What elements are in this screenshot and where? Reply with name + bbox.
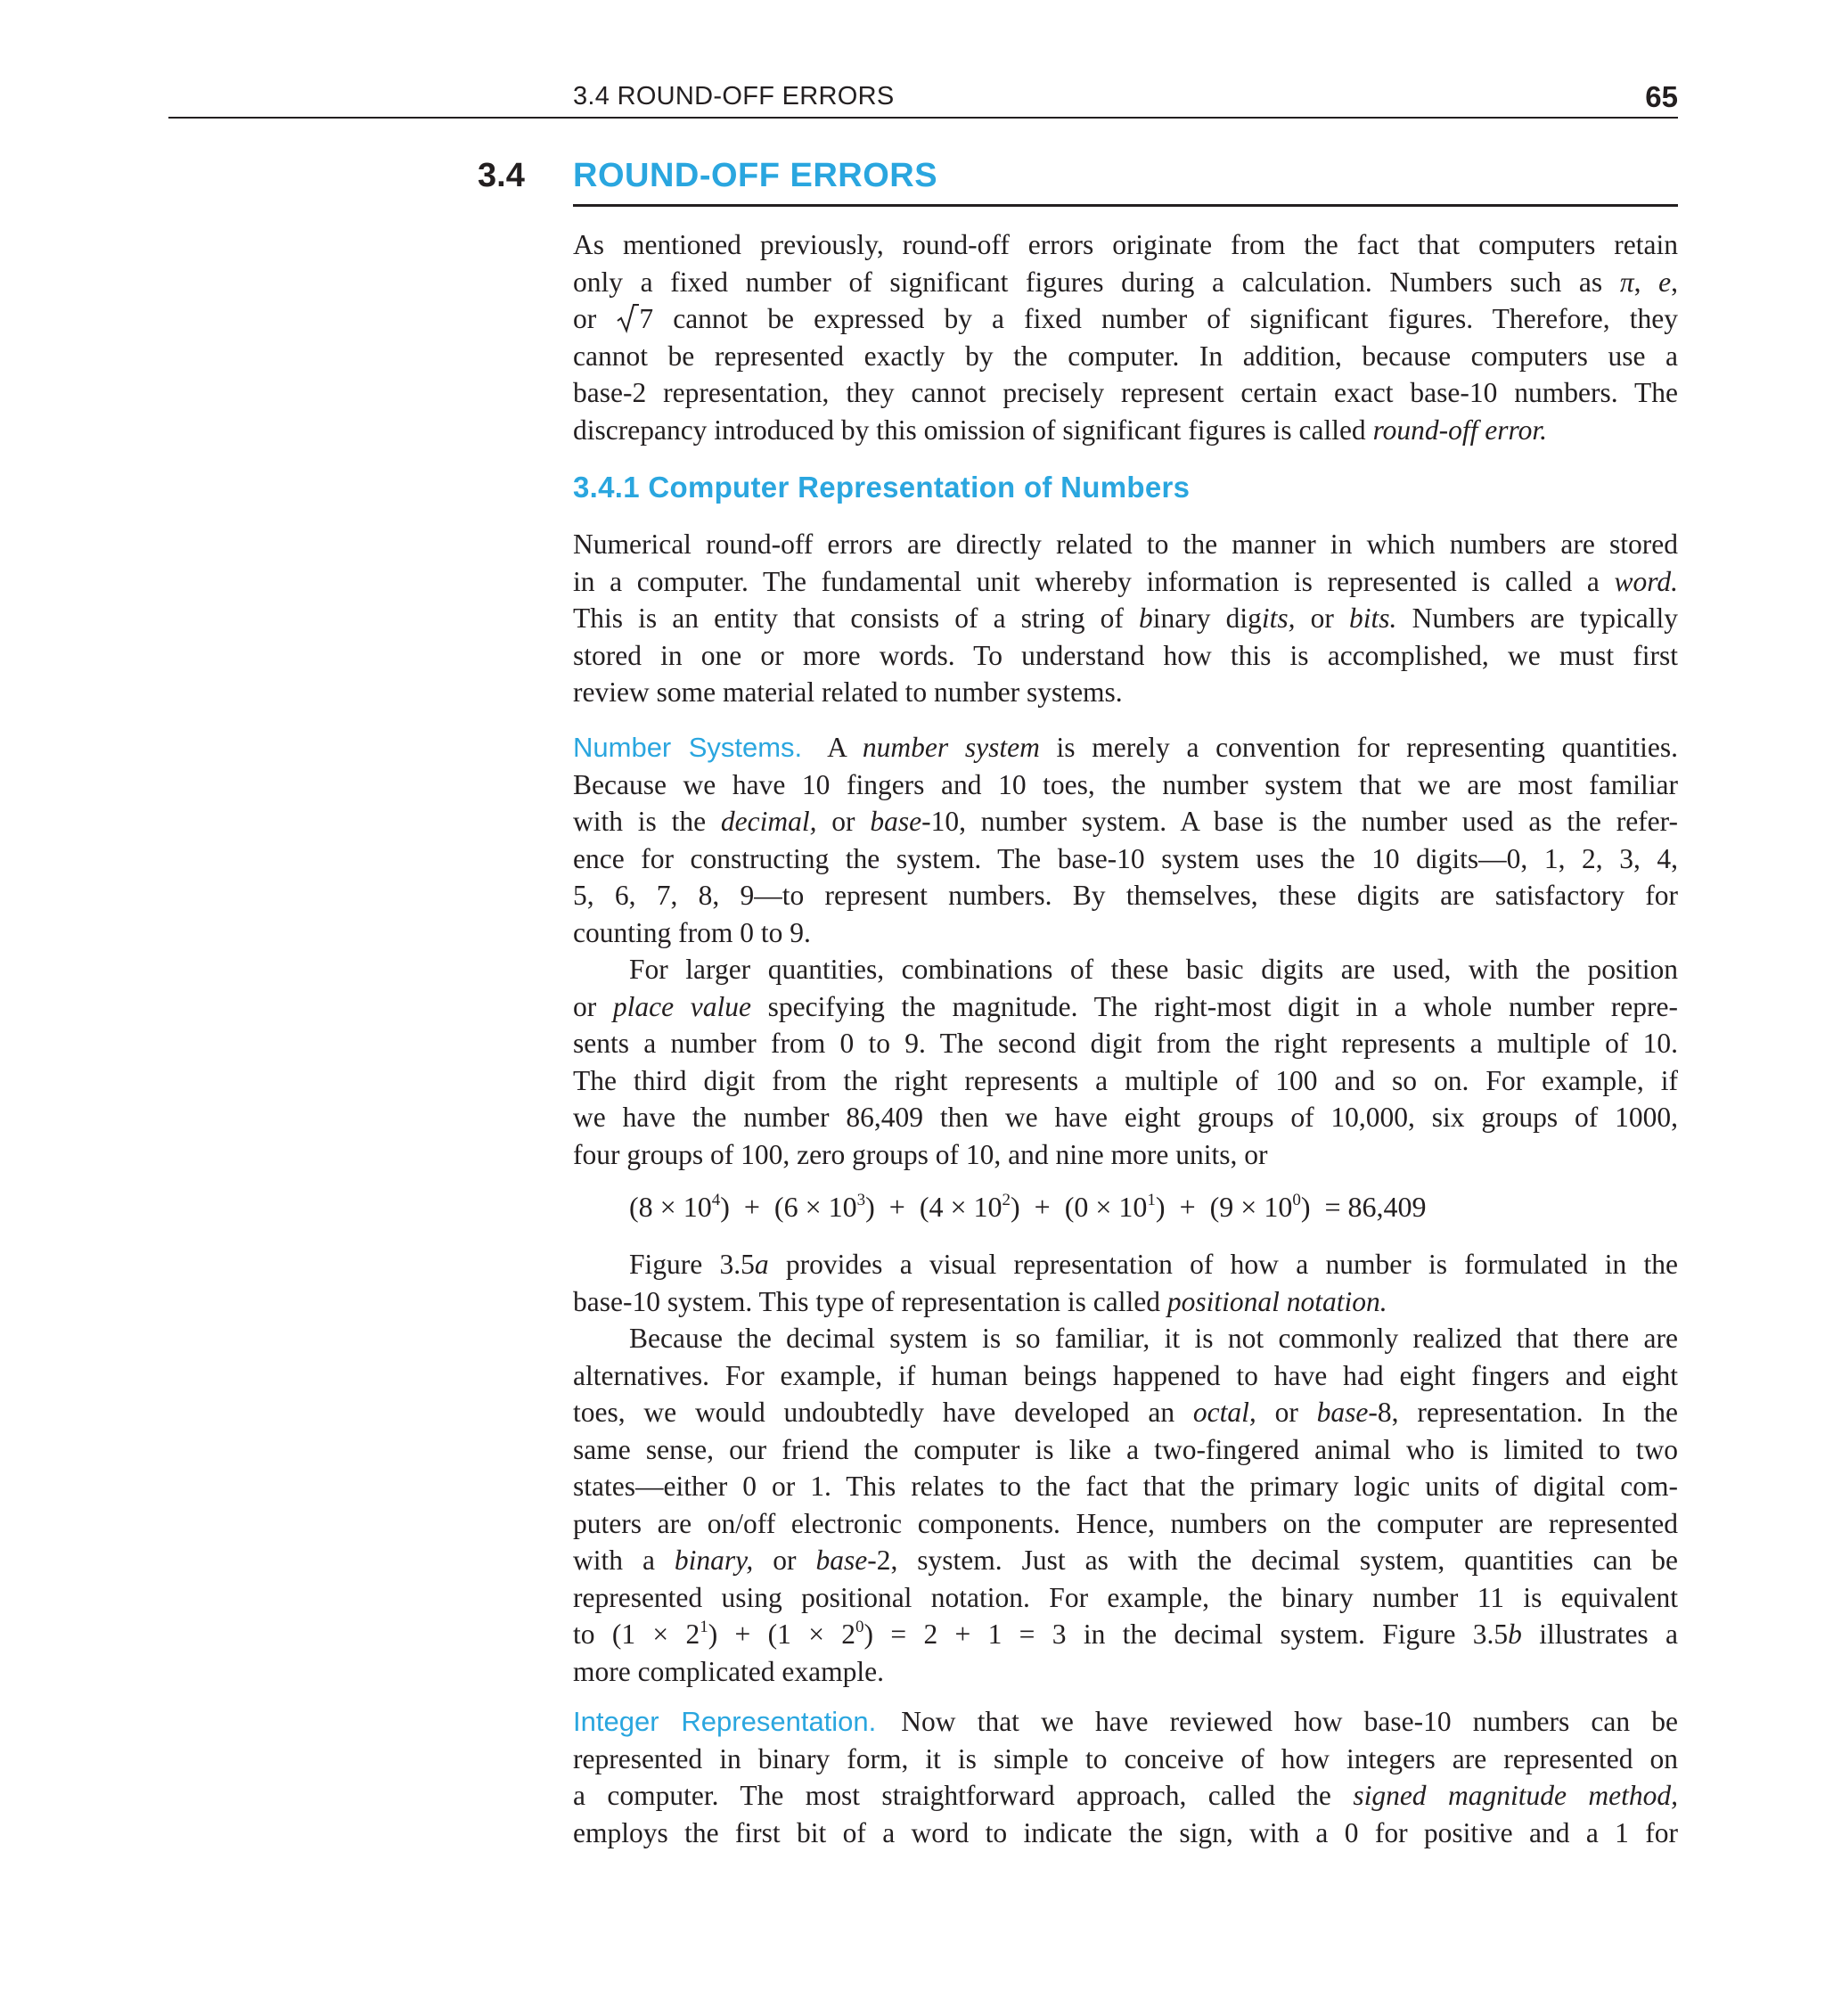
subsection-title: 3.4.1 Computer Representation of Numbers bbox=[573, 471, 1191, 504]
text-line: represented in binary form, it is simple to conceive of how integers are represented on bbox=[573, 1742, 1678, 1774]
text-line: Figure 3.5a provides a visual representation of how a number is formulated in the bbox=[629, 1249, 1678, 1280]
text-line: cannot be represented exactly by the computer. In addition, because computers use a bbox=[573, 340, 1678, 372]
text-line: or place value specifying the magnitude. The right-most digit in a whole number repre- bbox=[573, 990, 1679, 1022]
paragraph-positional-notation bbox=[573, 1246, 1678, 1320]
paragraph-number-systems bbox=[573, 729, 1678, 951]
equation-place-value: $(8 \times 10^4) + (6 \times 10^3) + (4 \times 10^2) + (0 \times 10^1) + (9 \times 10^0) = 86,409$ bbox=[629, 1191, 1427, 1223]
text-line: For larger quantities, combinations of these basic digits are used, with the position bbox=[629, 954, 1678, 985]
text-line: states—either 0 or 1. This relates to the fact that the primary logic units of digital com- bbox=[573, 1471, 1678, 1502]
text-line: to $(1 \times 2^1) + (1 \times 2^0) = 2 + 1 = 3$ in the decimal system. Figure 3.5b illustrates a bbox=[573, 1618, 1678, 1650]
text-line: a computer. The most straightforward approach, called the signed magnitude method, bbox=[573, 1780, 1678, 1811]
equation-term: $(6 \times 10^3)$ bbox=[773, 1191, 875, 1223]
section-title: ROUND-OFF ERRORS bbox=[573, 157, 938, 194]
equation-result: 86,409 bbox=[1347, 1191, 1427, 1223]
text-line: This is an entity that consists of a string of binary digits, or bits. Numbers are typically bbox=[573, 602, 1678, 634]
text-line: we have the number 86,409 then we have eight groups of 10,000, six groups of 1000, bbox=[573, 1102, 1678, 1133]
text-line: sents a number from 0 to 9. The second digit from the right represents a multiple of 10. bbox=[573, 1028, 1678, 1059]
text-line: ence for constructing the system. The base-10 system uses the 10 digits—0, 1, 2, 3, 4, bbox=[573, 842, 1678, 874]
text-line: The third digit from the right represents a multiple of 100 and so on. For example, if bbox=[573, 1064, 1678, 1096]
text-line: 5, 6, 7, 8, 9—to represent numbers. By themselves, these digits are satisfactory for bbox=[573, 880, 1678, 911]
text-line: in a computer. The fundamental unit whereby information is represented is called a word. bbox=[573, 565, 1678, 597]
paragraph-place-value bbox=[573, 951, 1678, 1173]
text-line: with a binary, or base-2, system. Just as with the decimal system, quantities can be bbox=[573, 1545, 1678, 1576]
running-head bbox=[573, 82, 1678, 118]
text-fragment: A number system is merely a convention for representing quantities. bbox=[827, 732, 1679, 763]
equation-term: $(9 \times 10^0)$ bbox=[1209, 1191, 1311, 1223]
running-head-title: 3.4 ROUND-OFF ERRORS bbox=[573, 82, 895, 111]
page-number: 65 bbox=[1645, 80, 1678, 113]
text-line: Because we have 10 fingers and 10 toes, the number system that we are most familiar bbox=[573, 768, 1678, 800]
text-line: same sense, our friend the computer is like a two-fingered animal who is limited to two bbox=[573, 1433, 1678, 1465]
equation-term: $(0 \times 10^1)$ bbox=[1064, 1191, 1166, 1223]
text-line: As mentioned previously, round-off errors originate from the fact that computers retain bbox=[573, 229, 1678, 260]
text-line: toes, we would undoubtedly have developed an octal, or base-8, representation. In the bbox=[573, 1397, 1678, 1428]
text-line: employs the first bit of a word to indicate the sign, with a 0 for positive and a 1 for bbox=[573, 1816, 1678, 1848]
paragraph-integer-representation bbox=[573, 1703, 1678, 1851]
text-line: Numerical round-off errors are directly related to the manner in which numbers are stored bbox=[573, 529, 1678, 560]
text-line: stored in one or more words. To understand how this is accomplished, we must first bbox=[573, 639, 1678, 671]
text-line: or 7 cannot be expressed by a fixed number of significant figures. Therefore, they bbox=[573, 300, 1678, 338]
equation-term: $(8 \times 10^4)$ bbox=[629, 1191, 730, 1223]
text-line bbox=[573, 1703, 1678, 1741]
runin-heading-integer-representation: Integer Representation. bbox=[573, 1706, 877, 1737]
text-line: with is the decimal, or base-10, number system. A base is the number used as the refer- bbox=[573, 806, 1678, 837]
text-line: base-2 representation, they cannot precisely represent certain exact base-10 numbers. The bbox=[573, 377, 1678, 408]
text-line: puters are on/off electronic components. Hence, numbers on the computer are represented bbox=[573, 1507, 1678, 1539]
runin-heading-number-systems: Number Systems. bbox=[573, 732, 803, 763]
text-line: more complicated example. bbox=[573, 1655, 884, 1687]
header-rule bbox=[168, 117, 1678, 119]
section-number: 3.4 bbox=[478, 157, 525, 194]
text-line: only a fixed number of significant figures during a calculation. Numbers such as π, e, bbox=[573, 266, 1678, 298]
square-root-symbol: 7 bbox=[616, 300, 653, 338]
text-line: counting from 0 to 9. bbox=[573, 916, 811, 948]
text-fragment: Now that we have reviewed how base-10 numbers can be bbox=[901, 1706, 1678, 1737]
intro-paragraph bbox=[573, 226, 1678, 448]
text-line: review some material related to number systems. bbox=[573, 676, 1123, 708]
text-line: four groups of 100, zero groups of 10, and nine more units, or bbox=[573, 1138, 1268, 1170]
text-line: discrepancy introduced by this omission of significant figures is called round-off error. bbox=[573, 414, 1547, 446]
text-line: Because the decimal system is so familiar, it is not commonly realized that there are bbox=[629, 1323, 1678, 1354]
paragraph-word bbox=[573, 526, 1678, 711]
section-rule bbox=[573, 204, 1678, 207]
paragraph-binary bbox=[573, 1320, 1678, 1690]
text-line: alternatives. For example, if human beings happened to have had eight fingers and eight bbox=[573, 1359, 1678, 1391]
text-line: represented using positional notation. For example, the binary number 11 is equivalent bbox=[573, 1581, 1678, 1613]
text-line bbox=[573, 729, 1678, 766]
equation-term: $(4 \times 10^2)$ bbox=[919, 1191, 1020, 1223]
text-line: base-10 system. This type of representation is called positional notation. bbox=[573, 1285, 1387, 1317]
